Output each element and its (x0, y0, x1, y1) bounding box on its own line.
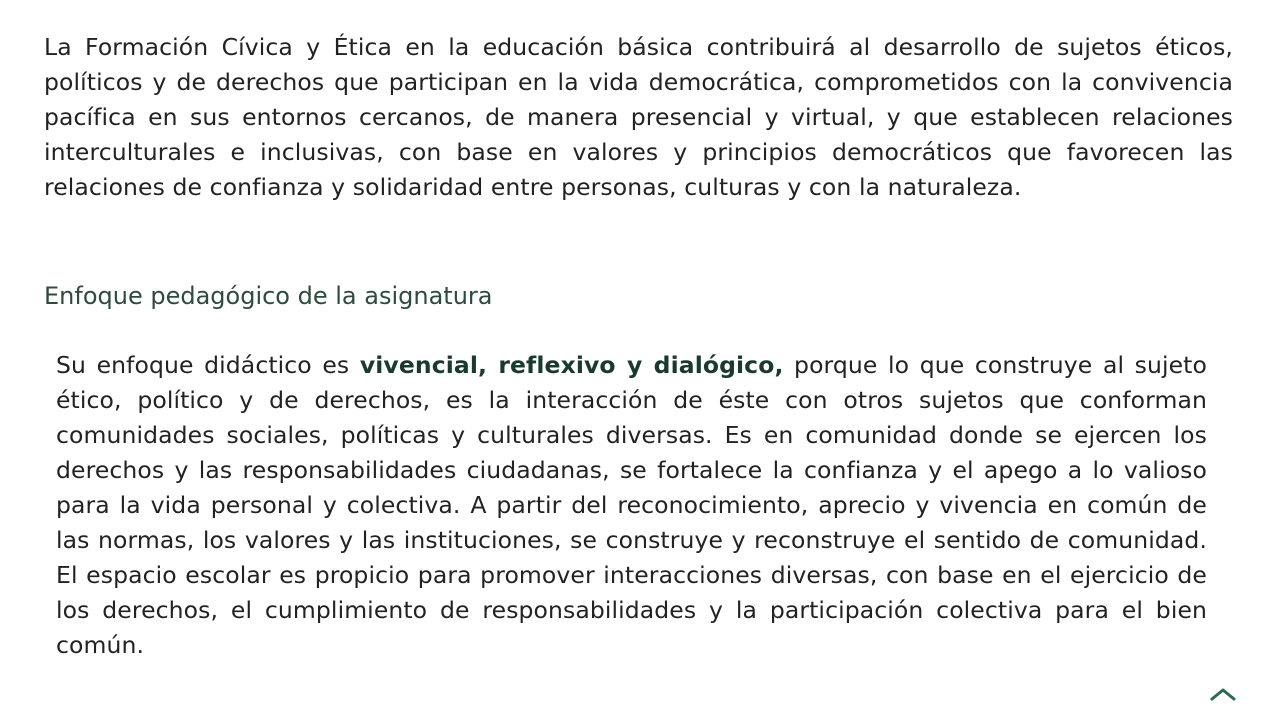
section-heading: Enfoque pedagógico de la asignatura (44, 282, 493, 310)
chevron-up-icon (1209, 686, 1237, 702)
scroll-to-top-button[interactable] (1209, 686, 1237, 702)
approach-text-start: Su enfoque didáctico es (56, 351, 360, 379)
approach-text-rest: porque lo que construye al sujeto ético, político y de derechos, es la interacción de éste con otros sujetos que conforman comunidades sociales, políticas y culturales diversas. Es en comunidad donde se ejercen los derechos y las responsabilidades ciudadanas, se fortalece la confianza y el apego a lo valioso para la vida personal y colectiva. A partir del reconocimiento, aprecio y vivencia en común de las normas, los valores y las instituciones, se construye y reconstruye el sentido de comunidad. El espacio escolar es propicio para promover interacciones diversas, con base en el ejercicio de los derechos, el cumplimiento de responsabilidades y la participación colectiva para el bien común. (56, 351, 1207, 659)
approach-emphasis: vivencial, reflexivo y dialógico, (359, 351, 784, 379)
approach-paragraph (56, 348, 1207, 663)
intro-paragraph: La Formación Cívica y Ética en la educación básica contribuirá al desarrollo de sujetos éticos, políticos y de derechos que participan en la vida democrática, comprometidos con la convivencia pacífica en sus entornos cercanos, de manera presencial y virtual, y que establecen relaciones interculturales e inclusivas, con base en valores y principios democráticos que favorecen las relaciones de confianza y solidaridad entre personas, culturas y con la naturaleza. (44, 33, 1233, 201)
